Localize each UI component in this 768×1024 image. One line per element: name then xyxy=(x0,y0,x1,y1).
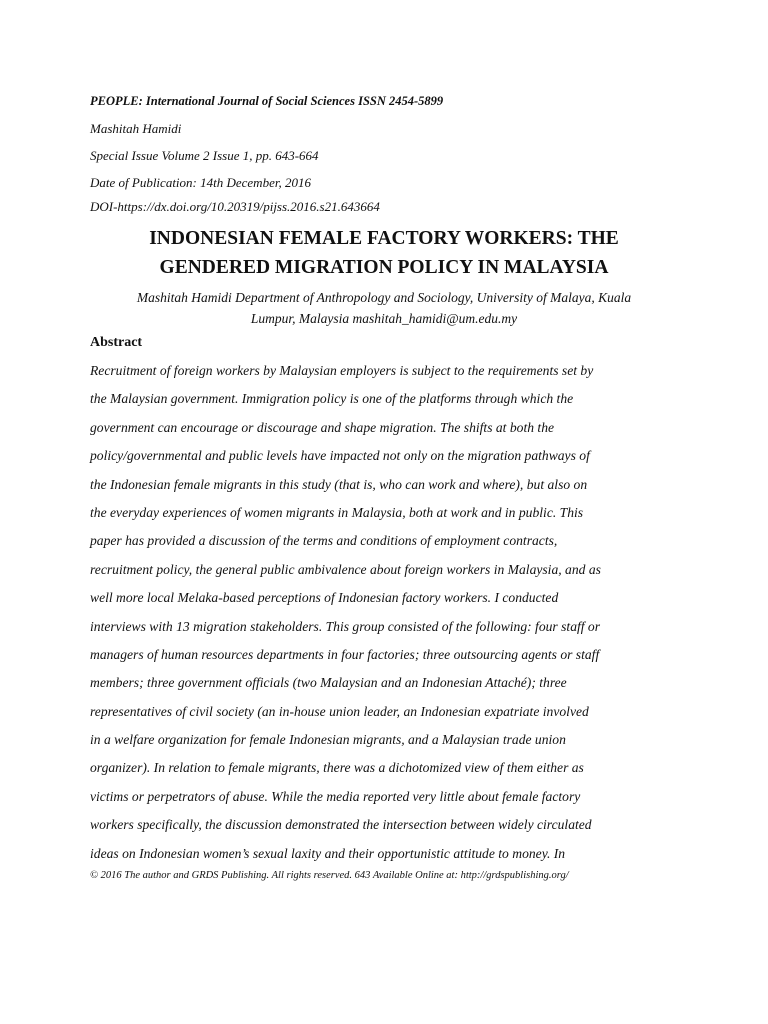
affiliation-line: Lumpur, Malaysia mashitah_hamidi@um.edu.my xyxy=(250,311,518,326)
abstract-line: in a welfare organization for female Indonesian migrants, and a Malaysian trade union xyxy=(90,732,566,748)
publication-date: Date of Publication: 14th December, 2016 xyxy=(90,175,311,190)
abstract-line: Recruitment of foreign workers by Malaysian employers is subject to the requirements set by xyxy=(90,363,594,378)
abstract-line: well more local Melaka-based perceptions of Indonesian factory workers. I conducted xyxy=(90,590,559,606)
abstract-line: the Malaysian government. Immigration policy is one of the platforms through which the xyxy=(90,391,574,407)
issue-info: Special Issue Volume 2 Issue 1, pp. 643-664 xyxy=(90,148,319,163)
abstract-line: members; three government officials (two Malaysian and an Indonesian Attaché); three xyxy=(90,675,567,691)
abstract-line: paper has provided a discussion of the terms and conditions of employment contracts, xyxy=(90,533,558,549)
abstract-line: ideas on Indonesian women’s sexual laxity and their opportunistic attitude to money. In xyxy=(90,845,566,861)
copyright-footer: © 2016 The author and GRDS Publishing. All rights reserved. 643 Available Online at: http://grdspublishing.org/ xyxy=(90,870,569,881)
journal-name: PEOPLE: International Journal of Social Sciences ISSN 2454-5899 xyxy=(90,94,444,108)
header-author: Mashitah Hamidi xyxy=(90,121,182,136)
abstract-line: policy/governmental and public levels have impacted not only on the migration pathways of xyxy=(90,448,590,464)
abstract-line: interviews with 13 migration stakeholders. This group consisted of the following: four staff or xyxy=(90,618,601,634)
abstract-body xyxy=(90,361,668,872)
title-line: GENDERED MIGRATION POLICY IN MALAYSIA xyxy=(159,257,609,278)
abstract-line: government can encourage or discourage and shape migration. The shifts at both the xyxy=(90,419,555,435)
author-affiliation xyxy=(90,287,678,329)
abstract-line: managers of human resources departments in four factories; three outsourcing agents or staff xyxy=(90,646,600,662)
abstract-line: recruitment policy, the general public ambivalence about foreign workers in Malaysia, and as xyxy=(90,561,601,577)
abstract-line: representatives of civil society (an in-house union leader, an Indonesian expatriate involved xyxy=(90,703,589,719)
abstract-line: workers specifically, the discussion demonstrated the intersection between widely circulated xyxy=(90,817,592,833)
abstract-line: the Indonesian female migrants in this study (that is, who can work and where), but also on xyxy=(90,476,588,492)
affiliation-line: Mashitah Hamidi Department of Anthropology and Sociology, University of Malaya, Kuala xyxy=(136,290,632,305)
title-line: INDONESIAN FEMALE FACTORY WORKERS: THE xyxy=(149,228,619,249)
abstract-heading: Abstract xyxy=(90,335,143,350)
abstract-line: the everyday experiences of women migrants in Malaysia, both at work and in public. This xyxy=(90,504,584,520)
doi-link[interactable]: DOI-https://dx.doi.org/10.20319/pijss.2016.s21.643664 xyxy=(90,199,380,214)
abstract-line: organizer). In relation to female migrants, there was a dichotomized view of them either as xyxy=(90,760,584,776)
paper-title xyxy=(80,224,688,282)
abstract-line: victims or perpetrators of abuse. While the media reported very little about female factory xyxy=(90,788,581,804)
